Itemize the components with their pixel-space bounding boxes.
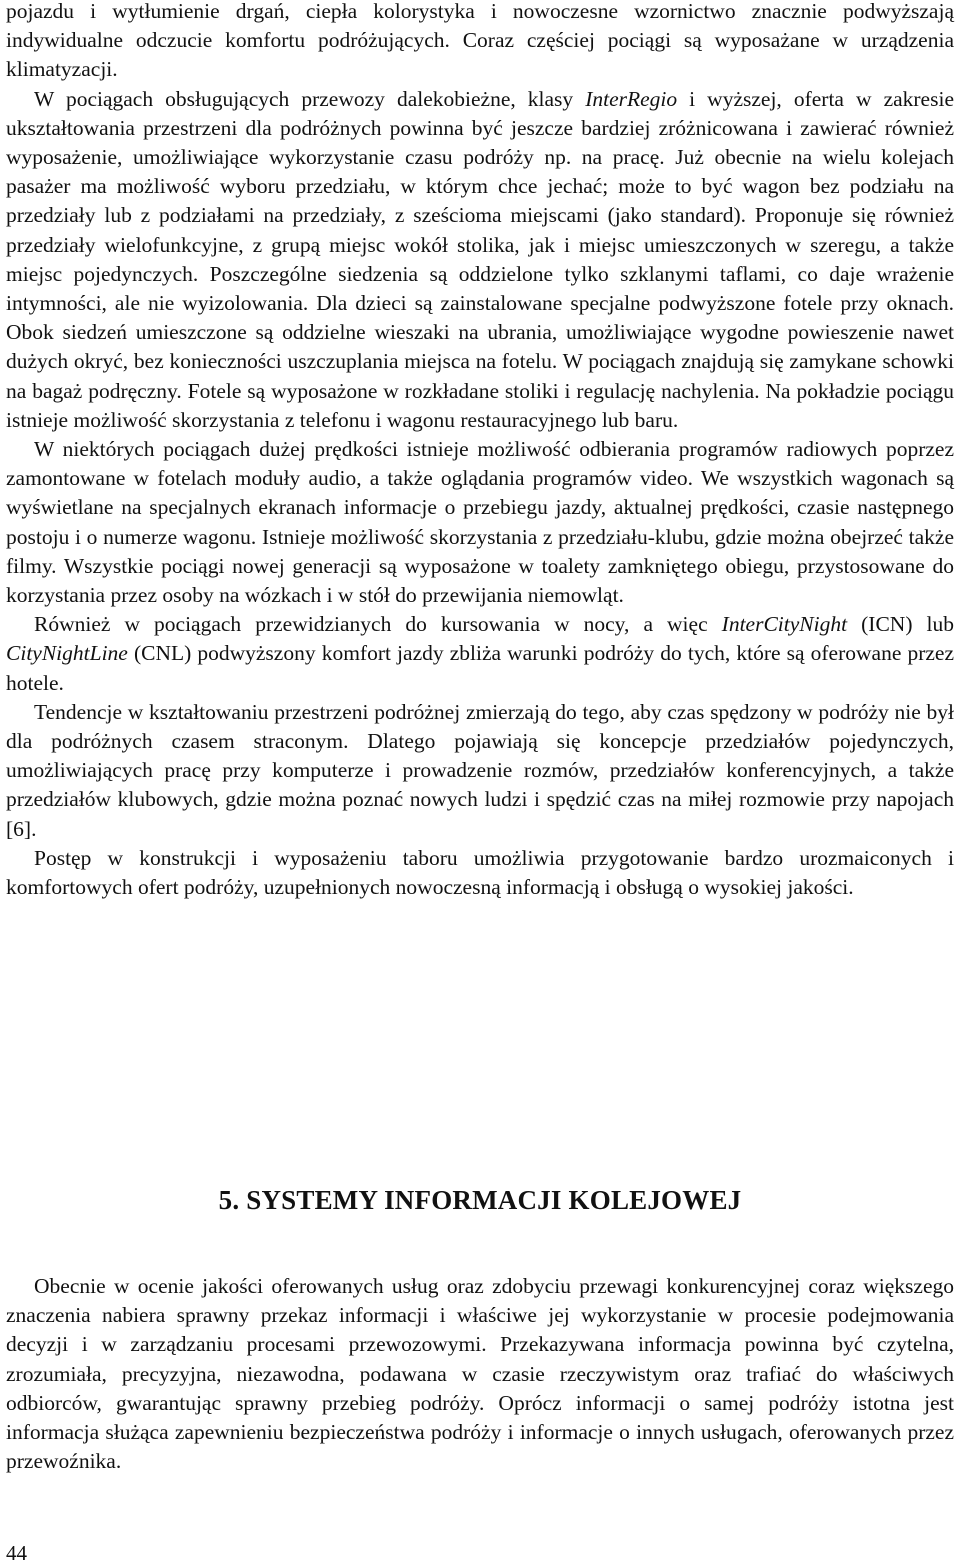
text-run: (ICN) lub xyxy=(847,612,954,637)
section-heading: 5. SYSTEMY INFORMACJI KOLEJOWEJ xyxy=(218,1185,742,1215)
paragraph xyxy=(6,1272,954,1476)
paragraph xyxy=(6,698,954,844)
body-text-top xyxy=(6,0,954,902)
text-run: Postęp w konstrukcji i wyposażeniu taboru umożliwia przygotowanie bardzo urozmaiconych i komfortowych ofert podróży, uzupełnionych nowoczesną informacją i obsługą o wysokiej jakości. xyxy=(6,845,954,900)
italic-term: InterCityNight xyxy=(721,612,848,637)
text-run: W pociągach obsługujących przewozy dalekobieżne, klasy xyxy=(34,86,586,111)
text-run: i wyższej, oferta w zakresie ukształtowania przestrzeni dla podróżnych powinna być jeszcze bardziej zróżnicowana i zawierać również wyposażenie, umożliwiające wykorzystanie czasu podróży np. na pracę. Już obecnie na wielu kolejach pasażer ma możliwość wyboru przedziału, w którym chce jechać; może to być wagon bez podziału na przedziały lub z podziałami na przedziały, z sześcioma miejscami (jako standard). Proponuje się również przedziały wielofunkcyjne, z grupą miejsc wokół stolika, jak i miejsc umieszczonych w szeregu, a także miejsc pojedynczych. Poszczególne siedzenia są oddzielone tylko szklanymi taflami, co daje wrażenie intymności, ale nie wyizolowania. Dla dzieci są zainstalowane specjalne podwyższone fotele przy oknach. Obok siedzeń umieszczone są oddzielne wieszaki na ubrania, umożliwiające wygodne powieszenie nawet dużych okryć, bez konieczności uszczuplania miejsca na fotelu. W pociągach znajdują się zamykane schowki na bagaż podręczny. Fotele są wyposażone w rozkładane stoliki i regulację nachylenia. Na pokładzie pociągu istnieje możliwość skorzystania z telefonu i wagonu restauracyjnego lub baru. xyxy=(6,86,954,432)
paragraph xyxy=(6,844,954,902)
text-run: Obecnie w ocenie jakości oferowanych usług oraz zdobyciu przewagi konkurencyjnej coraz większego znaczenia nabiera sprawny przekaz informacji i właściwe jej wykorzystanie w procesie podejmowania decyzji i w zarządzaniu procesami przewozowymi. Przekazywana informacja powinna być czytelna, zrozumiała, precyzyjna, niezawodna, podawana w czasie rzeczywistym oraz trafiać do właściwych odbiorców, gwarantując sprawny przebieg podróży. Oprócz informacji o samej podróży istotna jest informacja służąca zapewnieniu bezpieczeństwa podróży i informacje o innych usługach, oferowanych przez przewoźnika. xyxy=(6,1274,954,1474)
italic-term: CityNightLine xyxy=(6,641,128,666)
body-text-bottom xyxy=(6,1272,954,1476)
text-run: Również w pociągach przewidzianych do kursowania w nocy, a więc xyxy=(34,612,722,637)
italic-term: InterRegio xyxy=(585,86,678,111)
paragraph xyxy=(6,435,954,610)
paragraph xyxy=(6,0,954,85)
paragraph xyxy=(6,85,954,435)
text-run: W niektórych pociągach dużej prędkości istnieje możliwość odbierania programów radiowych poprzez zamontowane w fotelach moduły audio, a także oglądania programów video. We wszystkich wagonach są wyświetlane na specjalnych ekranach informacje o przebiegu jazdy, aktualnej prędkości, czasie następnego postoju i o numerze wagonu. Istnieje możliwość skorzystania z przedziału-klubu, gdzie można obejrzeć także filmy. Wszystkie pociągi nowej generacji są wyposażone w toalety zamkniętego obiegu, przystosowane do korzystania przez osoby na wózkach i w stół do przewijania niemowląt. xyxy=(6,437,954,608)
text-run: (CNL) podwyższony komfort jazdy zbliża warunki podróży do tych, które są oferowane przez hotele. xyxy=(6,641,954,695)
paragraph xyxy=(6,610,954,698)
text-run: Tendencje w kształtowaniu przestrzeni podróżnej zmierzają do tego, aby czas spędzony w podróży nie był dla podróżnych czasem straconym. Dlatego pojawiają się koncepcje przedziałów pojedynczych, umożliwiających pracę przy komputerze i prowadzenie rozmów, przedziałów konferencyjnych, a także przedziałów klubowych, gdzie można poznać nowych ludzi i spędzić czas na miłej rozmowie przy napojach [6]. xyxy=(6,699,954,841)
page-number: 44 xyxy=(6,1541,27,1565)
text-run: pojazdu i wytłumienie drgań, ciepła kolorystyka i nowoczesne wzornictwo znacznie podwyższają indywidualne odczucie komfortu podróżujących. Coraz częściej pociągi są wyposażane w urządzenia klimatyzacji. xyxy=(6,0,954,82)
